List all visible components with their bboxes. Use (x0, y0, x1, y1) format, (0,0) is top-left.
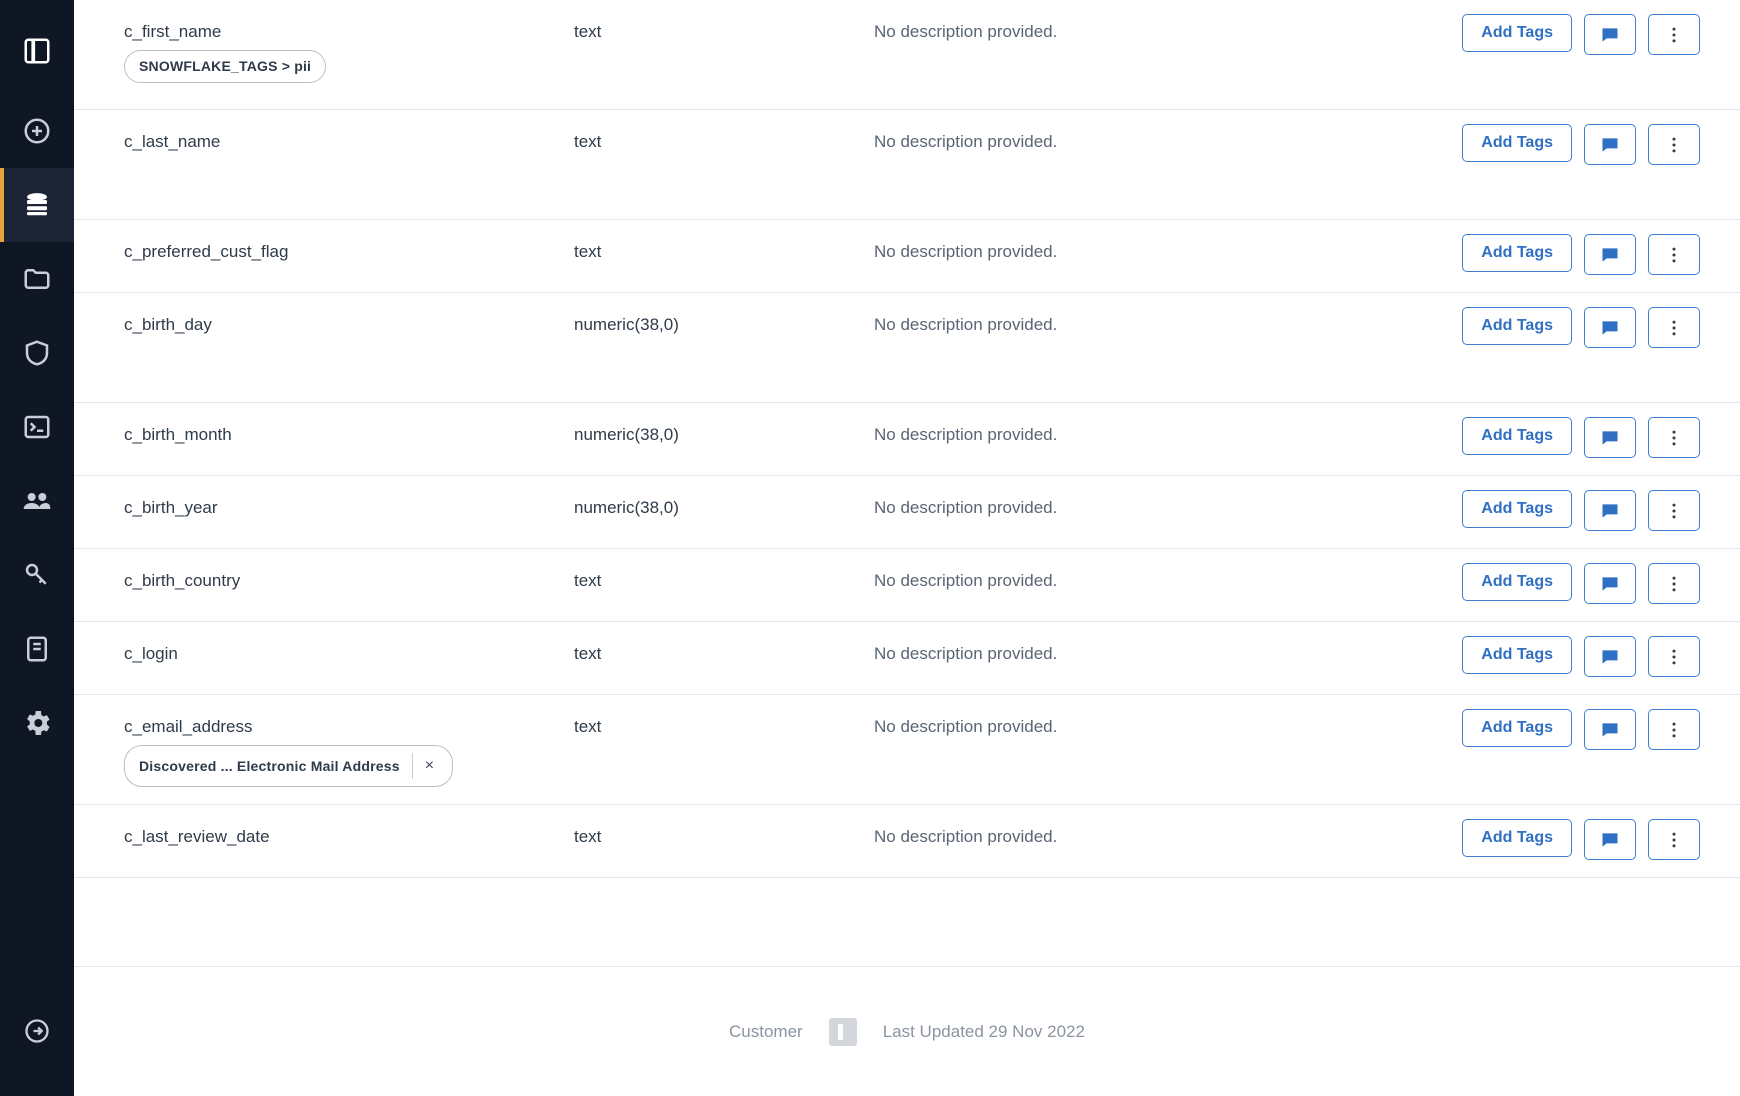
column-type: text (574, 242, 602, 261)
sidebar-item-reports[interactable] (0, 612, 74, 686)
column-description: No description provided. (874, 644, 1058, 663)
shield-icon (22, 338, 52, 368)
add-icon[interactable] (0, 94, 74, 168)
row-actions (1410, 695, 1700, 750)
column-type: numeric(38,0) (574, 425, 679, 444)
table-row[interactable] (74, 805, 1740, 878)
comment-icon[interactable] (1584, 14, 1636, 55)
kebab-menu-icon[interactable] (1648, 709, 1700, 750)
kebab-menu-icon[interactable] (1648, 490, 1700, 531)
app-logo-icon (829, 1018, 857, 1046)
table-row[interactable] (74, 476, 1740, 549)
comment-icon[interactable] (1584, 490, 1636, 531)
table-row[interactable] (74, 220, 1740, 293)
row-actions (1410, 403, 1700, 458)
folder-icon (22, 264, 52, 294)
remove-tag-icon[interactable]: × (424, 757, 435, 775)
kebab-menu-icon[interactable] (1648, 563, 1700, 604)
column-name: c_login (124, 644, 178, 663)
column-name: c_last_review_date (124, 827, 270, 846)
kebab-menu-icon[interactable] (1648, 234, 1700, 275)
comment-icon[interactable] (1584, 709, 1636, 750)
tag-list (124, 737, 574, 787)
table-row[interactable] (74, 403, 1740, 476)
row-actions (1410, 549, 1700, 604)
add-tags-button[interactable]: Add Tags (1462, 563, 1572, 601)
tag-chip[interactable] (124, 50, 326, 83)
sidebar-item-settings[interactable] (0, 686, 74, 760)
row-actions (1410, 476, 1700, 531)
logout-icon[interactable] (0, 994, 74, 1068)
add-tags-button[interactable]: Add Tags (1462, 14, 1572, 52)
comment-icon[interactable] (1584, 417, 1636, 458)
table-row[interactable] (74, 110, 1740, 220)
left-sidebar (0, 0, 74, 1096)
comment-icon[interactable] (1584, 234, 1636, 275)
add-tags-button[interactable]: Add Tags (1462, 234, 1572, 272)
table-row[interactable] (74, 622, 1740, 695)
add-tags-button[interactable]: Add Tags (1462, 819, 1572, 857)
table-row[interactable] (74, 293, 1740, 403)
column-description: No description provided. (874, 571, 1058, 590)
comment-icon[interactable] (1584, 124, 1636, 165)
column-name-cell (124, 695, 574, 787)
sidebar-item-credentials[interactable] (0, 538, 74, 612)
column-description: No description provided. (874, 717, 1058, 736)
column-type: numeric(38,0) (574, 498, 679, 517)
database-icon (22, 190, 52, 220)
column-name: c_birth_day (124, 315, 212, 334)
key-icon (22, 560, 52, 590)
row-actions (1410, 622, 1700, 677)
add-tags-button[interactable]: Add Tags (1462, 490, 1572, 528)
table-row[interactable] (74, 695, 1740, 805)
table-row[interactable] (74, 549, 1740, 622)
row-actions (1410, 220, 1700, 275)
kebab-menu-icon[interactable] (1648, 819, 1700, 860)
terminal-icon (22, 412, 52, 442)
column-description: No description provided. (874, 315, 1058, 334)
column-description: No description provided. (874, 132, 1058, 151)
kebab-menu-icon[interactable] (1648, 307, 1700, 348)
add-tags-button[interactable]: Add Tags (1462, 417, 1572, 455)
sidebar-item-security[interactable] (0, 316, 74, 390)
column-name: c_birth_month (124, 425, 232, 444)
column-description: No description provided. (874, 498, 1058, 517)
main-content (74, 0, 1740, 1096)
sidebar-item-data[interactable] (0, 168, 74, 242)
row-actions (1410, 110, 1700, 165)
row-actions (1410, 0, 1700, 55)
footer-entity-name: Customer (729, 1021, 803, 1041)
footer-last-updated: Last Updated 29 Nov 2022 (882, 1021, 1085, 1041)
users-icon (21, 485, 53, 517)
column-description: No description provided. (874, 22, 1058, 41)
comment-icon[interactable] (1584, 636, 1636, 677)
column-description: No description provided. (874, 827, 1058, 846)
column-name-cell (124, 0, 574, 83)
page-footer (74, 966, 1740, 1096)
table-row[interactable] (74, 0, 1740, 110)
report-icon (22, 634, 52, 664)
column-type: text (574, 571, 602, 590)
column-type: text (574, 22, 602, 41)
tag-label: Discovered ... Electronic Mail Address (139, 757, 400, 774)
column-type: numeric(38,0) (574, 315, 679, 334)
column-type: text (574, 717, 602, 736)
column-type: text (574, 644, 602, 663)
comment-icon[interactable] (1584, 307, 1636, 348)
kebab-menu-icon[interactable] (1648, 636, 1700, 677)
column-name: c_birth_country (124, 571, 241, 590)
add-tags-button[interactable]: Add Tags (1462, 307, 1572, 345)
column-name: c_last_name (124, 132, 221, 151)
column-description: No description provided. (874, 425, 1058, 444)
comment-icon[interactable] (1584, 819, 1636, 860)
tag-label: SNOWFLAKE_TAGS > pii (139, 58, 312, 75)
column-description: No description provided. (874, 242, 1058, 261)
add-tags-button[interactable]: Add Tags (1462, 124, 1572, 162)
add-tags-button[interactable]: Add Tags (1462, 709, 1572, 747)
gear-icon (21, 707, 53, 739)
tag-list (124, 42, 574, 83)
tag-chip[interactable] (124, 745, 453, 787)
collapse-panel-icon[interactable] (0, 14, 74, 88)
comment-icon[interactable] (1584, 563, 1636, 604)
column-name: c_first_name (124, 22, 222, 41)
column-type: text (574, 132, 602, 151)
sidebar-item-projects[interactable] (0, 242, 74, 316)
kebab-menu-icon[interactable] (1648, 417, 1700, 458)
column-name: c_preferred_cust_flag (124, 242, 289, 261)
column-name: c_email_address (124, 717, 253, 736)
add-tags-button[interactable]: Add Tags (1462, 636, 1572, 674)
column-name: c_birth_year (124, 498, 218, 517)
kebab-menu-icon[interactable] (1648, 14, 1700, 55)
sidebar-item-users[interactable] (0, 464, 74, 538)
row-actions (1410, 805, 1700, 860)
kebab-menu-icon[interactable] (1648, 124, 1700, 165)
columns-table (74, 0, 1740, 966)
sidebar-item-console[interactable] (0, 390, 74, 464)
column-type: text (574, 827, 602, 846)
row-actions (1410, 293, 1700, 348)
